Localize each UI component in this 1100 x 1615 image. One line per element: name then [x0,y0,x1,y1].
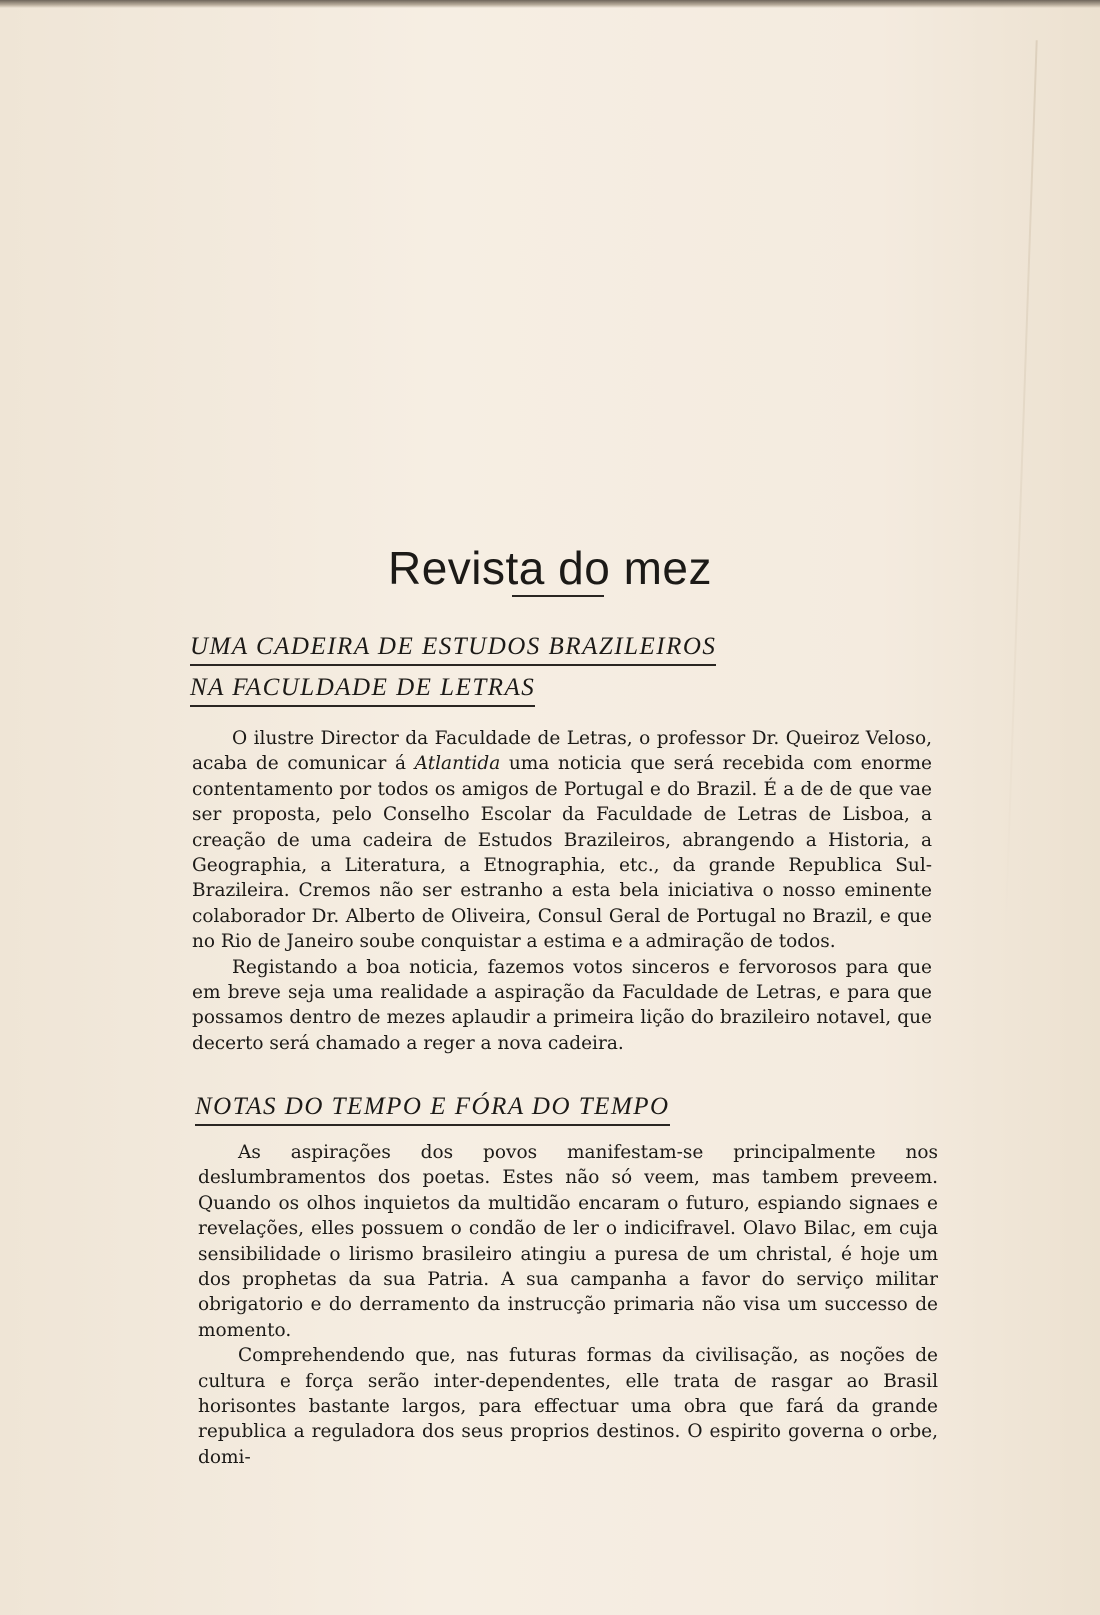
page-title: Revista do mez [387,541,712,594]
section2-heading: NOTAS DO TEMPO E FÓRA DO TEMPO [195,1093,670,1126]
section2-paragraph-2: Comprehendendo que, nas futuras formas da civilisação, as noções de cultura e força serão inter-dependentes, elle trata de rasgar ao Brasil horisontes bastante largos, para effectuar uma obra que fará da grande republica a reguladora dos seus proprios destinos. O espirito governa o orbe, domi- [198,1345,938,1468]
section1-p1-italic-title: Atlantida [414,753,501,775]
section1-heading-line2: NA FACULDADE DE LETRAS [190,674,535,707]
section2-paragraph-1: As aspirações dos povos manifestam-se principalmente nos deslumbramentos dos poetas. Estes não só veem, mas tambem preveem. Quando os olhos inquietos da multidão encaram o futuro, espiando signaes e revelações, elles possuem o condão de ler o indicifravel. Olavo Bilac, em cuja sensibilidade o lirismo brasileiro atingiu a puresa de um christal, é hoje um dos prophetas da sua Patria. A sua campanha a favor do serviço militar obrigatorio e do derramento da instrucção primaria não visa um successo de momento. [198,1142,938,1341]
title-divider [512,595,604,597]
section1-p1-text-b: uma noticia que será recebida com enorme contentamento por todos os amigos de Portugal e do Brazil. É a de de que vae ser proposta, pelo Conselho Escolar da Faculdade de Letras de Lisboa, a creação de uma cadeira de Estudos Brazileiros, abrangendo a Historia, a Geographia, a Literatura, a Etnographia, etc., da grande Republica Sul-Brazileira. Cremos não ser estranho a esta bela iniciativa o nosso eminente colaborador Dr. Alberto de Oliveira, Consul Geral de Portugal no Brazil, e que no Rio de Janeiro soube conquistar a estima e a admiração de todos. [192,753,932,953]
section1-body [192,726,932,1056]
section1-p1-text-a: O ilustre Director da Faculdade de Letras, o professor Dr. Queiroz Veloso, acaba de comunicar á [192,728,932,775]
section1-paragraph-2: Registando a boa noticia, fazemos votos sinceros e fervorosos para que em breve seja uma realidade a aspiração da Faculdade de Letras, e para que possamos dentro de mezes aplaudir a primeira lição do brazileiro notavel, que decerto será chamado a reger a nova cadeira. [192,956,932,1054]
section1-heading-line1: UMA CADEIRA DE ESTUDOS BRAZILEIROS [190,633,716,666]
page-top-edge [0,0,1100,8]
section1-paragraph-1 [192,726,932,955]
page-fold-shadow [1004,40,1037,940]
section2-body [198,1140,938,1470]
